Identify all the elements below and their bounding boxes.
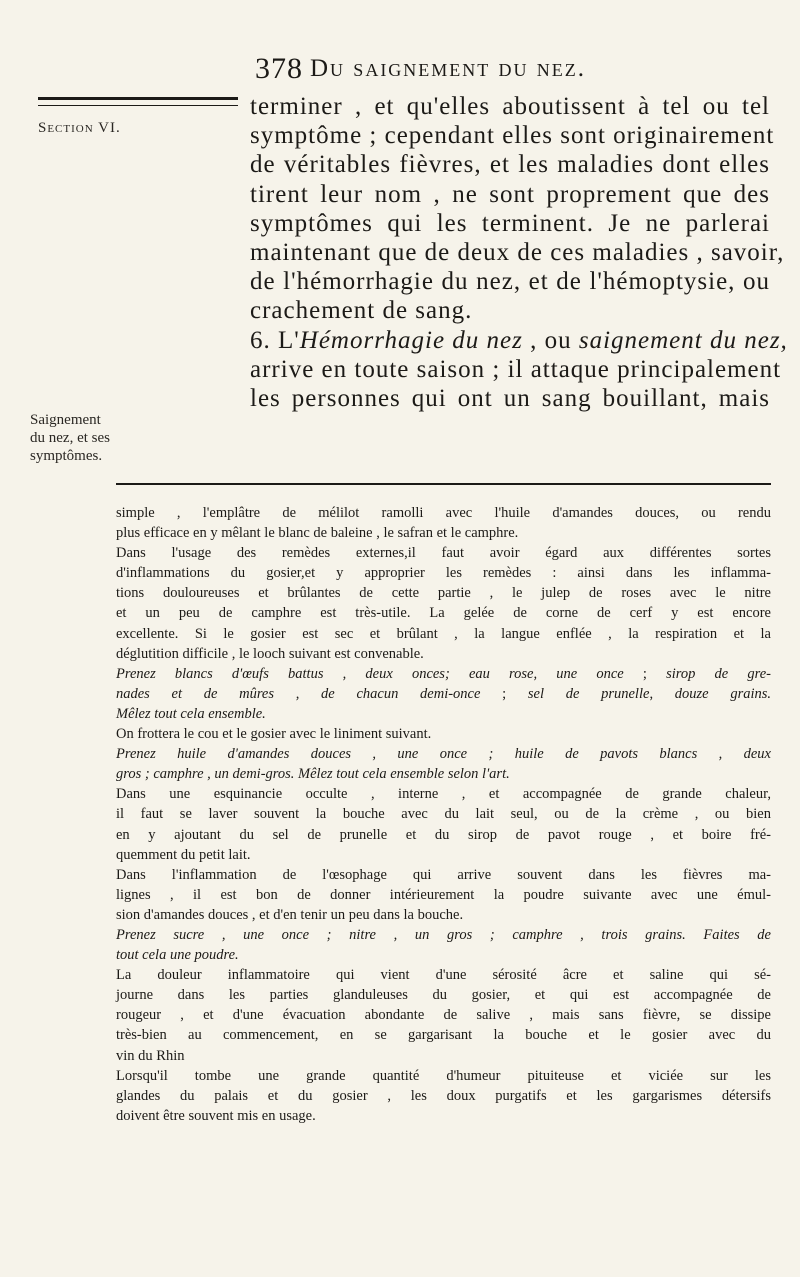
footnote-line-run: Prenez huile d'amandes douces , une once ; huile de pavots blancs , deux bbox=[116, 746, 771, 763]
footnote-line: sion d'amandes douces , et d'en tenir un peu dans la bouche. bbox=[116, 906, 464, 923]
main-text-line: tirent leur nom , ne sont proprement que des bbox=[250, 180, 770, 208]
main-text-line: terminer , et qu'elles aboutissent à tel ou tel bbox=[250, 93, 770, 120]
running-title: Du saignement du nez. bbox=[310, 55, 587, 82]
footnote-line-run: ; bbox=[480, 685, 528, 702]
footnote-line: Lorsqu'il tombe une grande quantité d'humeur pituiteuse et viciée sur les bbox=[116, 1067, 771, 1084]
footnote-line-run: Mêlez tout cela ensemble. bbox=[116, 705, 266, 722]
footnote-line-run: tout cela une poudre. bbox=[116, 947, 239, 964]
main-text-line: de l'hémorrhagie du nez, et de l'hémoptysie, ou bbox=[250, 268, 770, 296]
footnote-line: et un peu de camphre est très-utile. La gelée de corne de cerf y est encore bbox=[116, 605, 771, 622]
footnote-line: il faut se laver souvent la bouche avec du lait seul, ou de la crème , ou bien bbox=[116, 806, 771, 823]
main-text-line-run: Hémorrhagie du nez bbox=[299, 326, 523, 354]
footnote-line: glandes du palais et du gosier , les doux purgatifs et les gargarismes détersifs bbox=[116, 1087, 771, 1104]
footnote-line-run: nades et de mûres , de chacun demi-once bbox=[116, 685, 481, 702]
margin-note-topic-line: symptômes. bbox=[30, 448, 103, 464]
main-text-body bbox=[250, 92, 788, 413]
footnote-line bbox=[116, 664, 771, 684]
margin-note-topic-line: du nez, et ses bbox=[30, 430, 110, 446]
footnote-line: Dans l'usage des remèdes externes,il faut avoir égard aux différentes sortes bbox=[116, 545, 771, 562]
footnote-line bbox=[116, 764, 771, 784]
footnote-line: rougeur , et d'une évacuation abondante de salive , mais sans fièvre, se dissipe bbox=[116, 1007, 771, 1024]
main-text-line: crachement de sang. bbox=[250, 297, 473, 325]
main-text-line-run: , ou bbox=[522, 326, 579, 354]
footnote-line bbox=[116, 684, 771, 704]
margin-note-topic-line: Saignement bbox=[30, 412, 101, 428]
footnote-line bbox=[116, 704, 771, 724]
footnote-line bbox=[116, 925, 771, 945]
footnote-line: On frottera le cou et le gosier avec le liniment suivant. bbox=[116, 726, 432, 743]
footnote-line bbox=[116, 744, 771, 764]
footnote-line-run: sirop de gre- bbox=[666, 665, 771, 682]
page-number: 378 bbox=[255, 52, 303, 85]
footnote-line: simple , l'emplâtre de mélilot ramolli avec l'huile d'amandes douces, ou rendu bbox=[116, 505, 771, 521]
footnote-line: très-bien au commencement, en se gargarisant la bouche et le gosier avec du bbox=[116, 1027, 771, 1044]
footnote-line: en y ajoutant du sel de prunelle et du sirop de pavot rouge , et boire fré- bbox=[116, 826, 771, 843]
main-text-line-run: saignement du nez, bbox=[578, 326, 788, 354]
footnote-line: Dans l'inflammation de l'œsophage qui arrive souvent dans les fièvres ma- bbox=[116, 866, 771, 883]
footnote-line: La douleur inflammatoire qui vient d'une sérosité âcre et saline qui sé- bbox=[116, 967, 771, 984]
footnote-line: d'inflammations du gosier,et y approprier les remèdes : ainsi dans les inflamma- bbox=[116, 565, 771, 582]
footnote-line: doivent être souvent mis en usage. bbox=[116, 1107, 316, 1124]
footnote-line: excellente. Si le gosier est sec et brûlant , la langue enflée , la respiration et la bbox=[116, 625, 771, 642]
main-text-line: les personnes qui ont un sang bouillant, mais bbox=[250, 384, 770, 412]
footnote-line-run: gros ; camphre , un demi-gros. Mêlez tout cela ensemble selon l'art. bbox=[116, 766, 510, 783]
footnote-line: journe dans les parties glanduleuses du gosier, et qui est accompagnée de bbox=[116, 987, 771, 1004]
main-text-line: symptôme ; cependant elles sont originairement bbox=[250, 122, 775, 150]
margin-note-section: Section VI. bbox=[38, 120, 121, 136]
footnote-line: lignes , il est bon de donner intérieurement la poudre suivante avec une émul- bbox=[116, 886, 771, 903]
main-text-line: de véritables fièvres, et les maladies dont elles bbox=[250, 151, 770, 179]
footnote-rule bbox=[116, 483, 771, 488]
main-text-line: maintenant que de deux de ces maladies , savoir, bbox=[250, 238, 785, 266]
footnote-line-run: Prenez blancs d'œufs battus , deux onces; eau rose, une once bbox=[116, 665, 624, 682]
footnote-line: plus efficace en y mêlant le blanc de baleine , le safran et le camphre. bbox=[116, 525, 519, 542]
footnote-line: déglutition difficile , le looch suivant est convenable. bbox=[116, 645, 424, 662]
main-text-line bbox=[250, 326, 788, 355]
footnote-line-run: Prenez sucre , une once ; nitre , un gros ; camphre , trois grains. Faites de bbox=[116, 926, 771, 943]
footnote-line-run: sel de prunelle bbox=[527, 685, 650, 702]
footnote-line-run: douze grains. bbox=[674, 685, 772, 702]
footnote-line: Dans une esquinancie occulte , interne , et accompagnée de grande chaleur, bbox=[116, 786, 771, 803]
main-text-line: symptômes qui les terminent. Je ne parlerai bbox=[250, 209, 770, 237]
footnote-line-run: ; bbox=[623, 665, 667, 682]
footnote-line: quemment du petit lait. bbox=[116, 846, 251, 863]
header-rule bbox=[38, 97, 238, 106]
running-head bbox=[0, 52, 800, 92]
main-text-line: arrive en toute saison ; il attaque principalement bbox=[250, 355, 782, 383]
main-text-line-run: 6. L' bbox=[250, 326, 300, 354]
footnote-line-run: , bbox=[649, 685, 675, 702]
footnote-line: vin du Rhin bbox=[116, 1047, 185, 1064]
footnote-line: tions douloureuses et brûlantes de cette partie , le julep de roses avec le nitre bbox=[116, 585, 771, 602]
margin-note-topic bbox=[30, 411, 110, 465]
footnote-line bbox=[116, 945, 771, 965]
footnote-body bbox=[116, 503, 771, 1126]
